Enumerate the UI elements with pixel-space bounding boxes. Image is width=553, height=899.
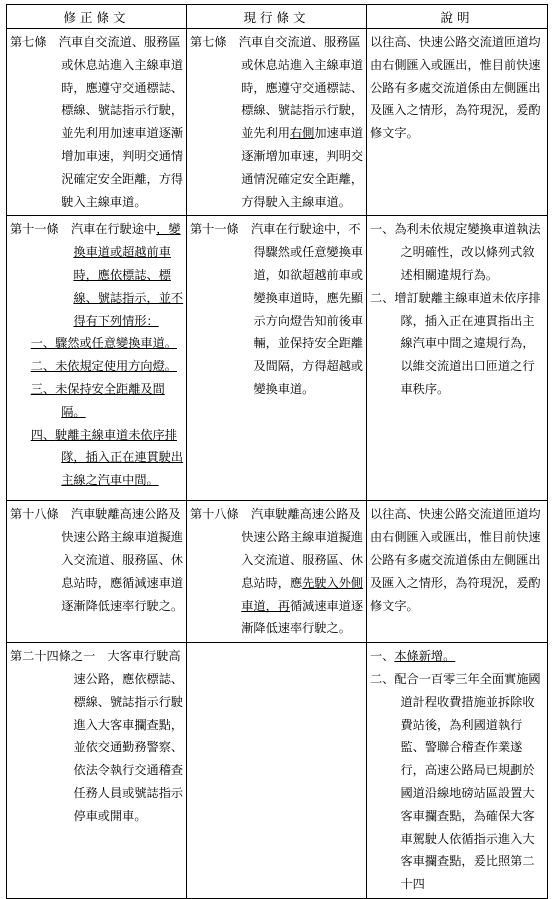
list-item: 一、本條新增。 <box>370 649 456 664</box>
comparison-table <box>6 4 548 899</box>
article-number: 第十八條 <box>190 507 239 522</box>
header-amended: 修正條文 <box>7 5 187 29</box>
list-item: 一、驟然或任意變換車道。 <box>30 336 177 351</box>
amended-cell <box>7 216 187 501</box>
current-cell <box>187 216 367 501</box>
note-cell <box>367 29 548 216</box>
table-row <box>7 501 548 643</box>
article-text: 汽車在行駛途中 <box>70 222 157 237</box>
article-text: 循減速車道逐漸降低速率行駛之。 <box>241 598 364 636</box>
amended-cell <box>7 643 187 899</box>
article-number: 第十八條 <box>10 507 59 522</box>
note-cell <box>367 643 548 899</box>
table-row <box>7 29 548 216</box>
list-item: 二、未依規定使用方向燈。 <box>30 359 177 374</box>
article-number: 第二十四條之一 <box>10 649 96 664</box>
amended-underline: 右側 <box>289 126 315 141</box>
article-text: 汽車自交流道、服務區或休息站進入主線車道時，應遵守交通標誌、標線、號誌指示行駛，並先利用加速車道逐漸增加車速，判明交通情況確定安全距離，方得駛入主線車道。 <box>58 35 184 209</box>
table-row <box>7 216 548 501</box>
amended-underline: ，變換車道或超越前車時，應依標誌、標線、號誌指示，並不得有下列情形： <box>73 222 184 328</box>
amended-cell <box>7 29 187 216</box>
article-text: 汽車在行駛途中，不得驟然或任意變換車道，如欲超越前車或變換車道時，應先顯示方向燈告知前後車輛，並保持安全距離及間隔，方得超越或變換車道。 <box>250 222 364 396</box>
list-item: 一、為利未依規定變換車道執法之明確性，改以條列式敘述相關違規行為。 <box>370 222 541 282</box>
article-text: 汽車駛離高速公路及快速公路主線車道擬進入交流道、服務區、休息站時，應 <box>241 507 364 590</box>
header-current: 現行條文 <box>187 5 367 29</box>
article-number: 第七條 <box>190 35 227 49</box>
amended-underline: 先駛入外側車道，再 <box>241 575 364 613</box>
list-item: 四、駛離主線車道未依序排隊，插入正在連貫駛出主線之汽車中間。 <box>30 427 184 488</box>
article-number: 第七條 <box>10 35 47 49</box>
current-cell <box>187 643 367 899</box>
note-cell <box>367 216 548 501</box>
article-text: 加速車道逐漸增加車速，判明交通情況確定安全距離，方得駛入主線車道。 <box>241 126 364 209</box>
current-cell <box>187 501 367 643</box>
list-item: 二、配合一百零三年全面實施國道計程收費措施並拆除收費站後，為利國道執行監、警聯合稽查作業遂行，高速公路局已規劃於國道沿線地磅站區設置大客車攔查點，為確保大客車駕駛人依循指示進入大客車攔查點，爰比照第二十四 <box>370 671 541 892</box>
note-text: 以往高、快速公路交流道匝道均由右側匯入或匯出，惟目前快速公路有多處交流道係由左側匯出及匯入之情形，為符現況，爰酌修文字。 <box>370 35 541 141</box>
article-text: 汽車駛離高速公路及快速公路主線車道擬進入交流道、服務區、休息站時，應循減速車道逐漸降低速率行駛之。 <box>61 507 184 613</box>
note-text: 以往高、快速公路交流道匝道均由右側匯入或匯出，惟目前快速公路有多處交流道係由左側匯出及匯入之情形，為符現況，爰酌修文字。 <box>370 507 541 613</box>
article-text: 汽車自交流道、服務區或休息站進入主線車道時，應遵守交通標誌、標線、號誌指示行駛，並先利用 <box>238 35 364 141</box>
table-row <box>7 643 548 899</box>
amended-cell <box>7 501 187 643</box>
note-cell <box>367 501 548 643</box>
list-item: 二、增訂駛離主線車道未依序排隊，插入正在連貫指出主線汽車中間之違規行為，以維交流道出口匝道之行車秩序。 <box>370 290 541 396</box>
header-note: 說明 <box>367 5 548 29</box>
article-text: 大客車行駛高速公路，應依標誌、標線、號誌指示行駛進入大客車攔查點，並依交通勤務警察、依法令執行交通稽查任務人員或號誌指示停車或開車。 <box>73 649 184 823</box>
list-item: 三、未保持安全距離及間隔。 <box>30 381 165 419</box>
article-number: 第十一條 <box>190 222 239 237</box>
header-row <box>7 5 548 29</box>
current-cell <box>187 29 367 216</box>
article-number: 第十一條 <box>10 222 59 237</box>
